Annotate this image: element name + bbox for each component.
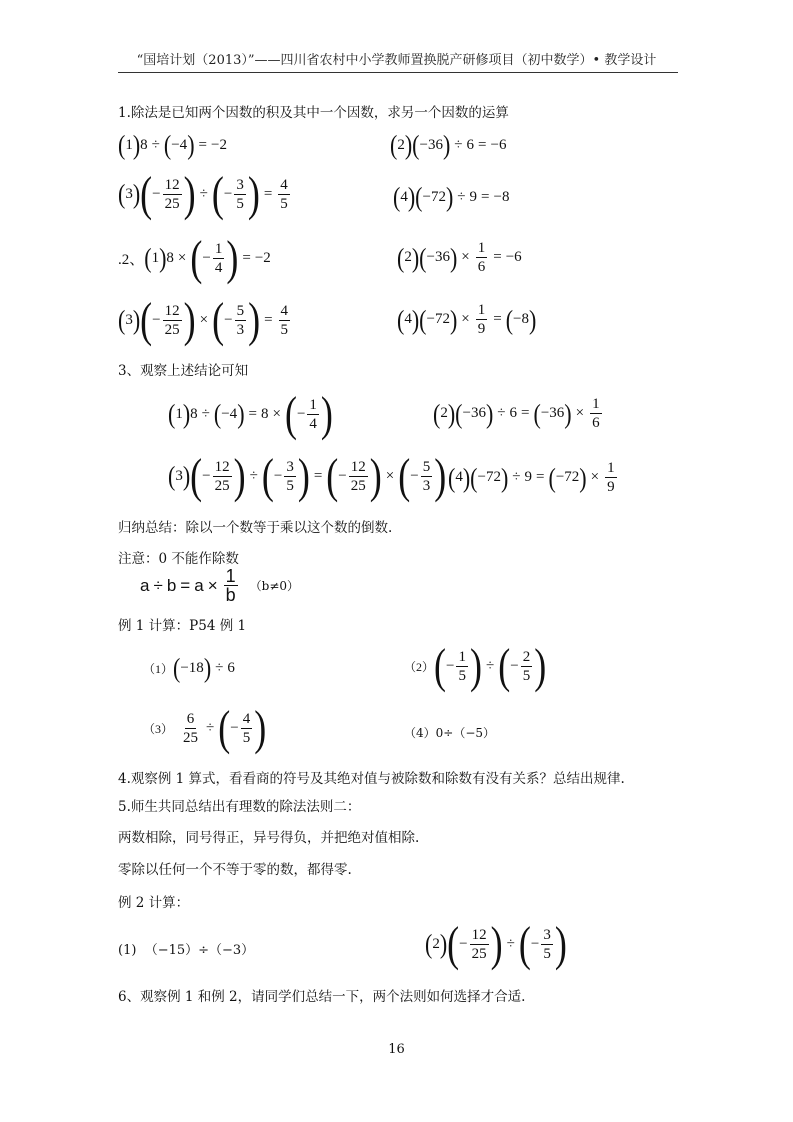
example-1-1: （1） ( −18 ) ÷ 6 <box>143 651 235 683</box>
page-header: “国培计划（2013）”——四川省农村中小学教师置换脱产研修项目（初中数学）• 教学设计 <box>136 53 657 68</box>
example-1-2: （2） ( − $\frac{1}{5}$ ) ÷ ( − $\frac{2}{5}$ ) <box>404 639 547 693</box>
equation-2-4: ( 4 ) ( −72 ) × $\frac{1}{9}$ = ( −8 ) <box>397 302 537 337</box>
equation-1-1: ( 1 ) 8 ÷ ( −4 ) = −2 <box>118 128 227 160</box>
page-number: 16 <box>388 1042 405 1057</box>
text-summary: 归纳总结：除以一个数等于乘以这个数的倒数. <box>118 520 393 536</box>
text-observe-example-1: 4.观察例 1 算式，看看商的符号及其绝对值与被除数和除数有没有关系？总结出规律. <box>118 771 625 787</box>
example-1-4: （4）0÷（−5） <box>404 726 496 740</box>
equation-3-2: ( 2 ) ( −36 ) ÷ 6 = ( −36 ) × $\frac{1}{6}$ <box>433 396 600 431</box>
header-divider <box>118 72 678 73</box>
formula-division-rule: a ÷ b = a × $\frac{1}{b}$ （b≠0） <box>140 566 300 605</box>
text-example-1: 例 1 计算：P54 例 1 <box>118 618 247 634</box>
text-example-2: 例 2 计算： <box>118 895 190 911</box>
text-observe-both: 6、观察例 1 和例 2，请同学们总结一下，两个法则如何选择才合适. <box>118 989 526 1005</box>
text-definition: 1.除法是已知两个因数的积及其中一个因数，求另一个因数的运算 <box>118 105 509 121</box>
text-note: 注意：0 不能作除数 <box>118 551 239 567</box>
equation-1-4: ( 4 ) ( −72 ) ÷ 9 = −8 <box>393 180 510 212</box>
text-observe: 3、观察上述结论可知 <box>118 363 249 379</box>
equation-2-2: ( 2 ) ( −36 ) × $\frac{1}{6}$ = −6 <box>397 240 522 275</box>
equation-1-3: ( 3 ) ( − $\frac{12}{25}$ ) ÷ ( − $\frac{3}{5}$ ) = $\frac{4}{5}$ <box>118 167 288 221</box>
equation-3-1: ( 1 ) 8 ÷ ( −4 ) = 8 × ( − $\frac{1}{4}$ ) <box>168 387 333 441</box>
equation-3-3: ( 3 ) ( − $\frac{12}{25}$ ) ÷ ( − $\frac{3}{5}$ ) = ( − $\frac{12}{25}$ ) × ( − $\frac{5}{3}$ ) <box>168 449 447 503</box>
equation-2-3: ( 3 ) ( − $\frac{12}{25}$ ) × ( − $\frac{5}{3}$ ) = $\frac{4}{5}$ <box>118 293 289 347</box>
equation-3-4: ( 4 ) ( −72 ) ÷ 9 = ( −72 ) × $\frac{1}{9}$ <box>448 460 615 495</box>
example-2-1: (1) （−15）÷（−3） <box>118 943 255 958</box>
text-rule-two-intro: 5.师生共同总结出有理数的除法法则二： <box>118 799 361 815</box>
equation-2-1: .2、 ( 1 ) 8 × ( − $\frac{1}{4}$ ) = −2 <box>118 231 271 285</box>
example-1-3: （3） $\frac{6}{25}$ ÷ ( − $\frac{4}{5}$ ) <box>143 701 267 755</box>
equation-1-2: ( 2 ) ( −36 ) ÷ 6 = −6 <box>390 128 507 160</box>
example-2-2: ( 2 ) ( − $\frac{12}{25}$ ) ÷ ( − $\frac{3}{5}$ ) <box>425 917 567 971</box>
text-rule-zero: 零除以任何一个不等于零的数，都得零. <box>118 862 352 878</box>
text-rule-signs: 两数相除，同号得正，异号得负，并把绝对值相除. <box>118 830 420 846</box>
